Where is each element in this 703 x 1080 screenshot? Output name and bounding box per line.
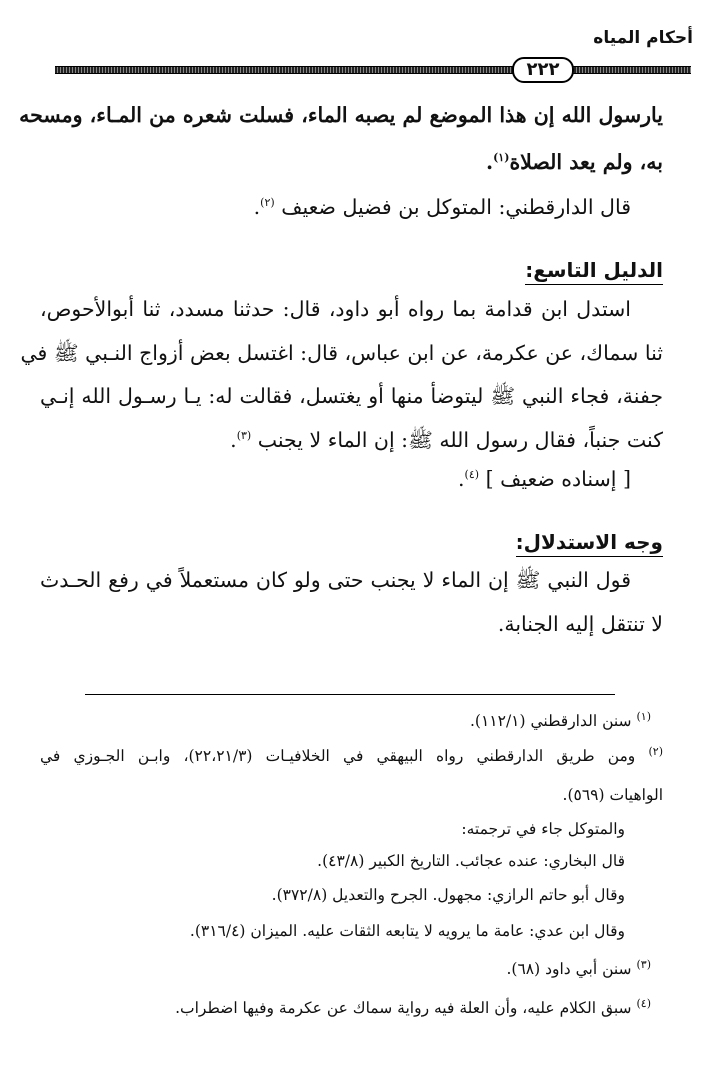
- footnote-2-text-a: ومن طريق الدارقطني رواه البيهقي في الخلافيـات (٢٢،٢١/٣)، وابـن الجـوزي في: [40, 747, 636, 766]
- footnote-1-text: سنن الدارقطني (١١٢/١).: [469, 712, 632, 731]
- footnote-ref-4[interactable]: (٤): [464, 468, 480, 482]
- body-line-9: قول النبي ﷺ إن الماء لا يجنب حتى ولو كان مستعملاً في رفع الحـدث: [40, 568, 631, 592]
- footnote-1: [40, 710, 651, 730]
- section-heading-ninth-evidence: [525, 258, 663, 282]
- footnote-2-line-f: وقال ابن عدي: عامة ما يرويه لا يتابعه الثقات عليه. الميزان (٣١٦/٤).: [189, 922, 625, 940]
- body-line-6: جفنة، فجاء النبي ﷺ ليتوضأ منها أو يغتسل، فقالت له: يـا رسـول الله إنـي: [40, 384, 663, 408]
- page-number: ٢٢٢: [512, 57, 574, 83]
- footnote-3-number: (٣): [636, 958, 651, 971]
- body-line-8-text: [ إسناده ضعيف ]: [485, 467, 631, 491]
- footnote-ref-3[interactable]: (٣): [236, 429, 252, 443]
- section-heading-ninth-evidence-text: الدليل التاسع:: [525, 258, 663, 285]
- section-heading-inference: [516, 530, 663, 554]
- footnote-2-number: (٢): [648, 745, 663, 758]
- header-rule: [55, 66, 691, 74]
- body-line-7: كنت جنباً، فقال رسول الله ﷺ: إن الماء لا يجنب $^{(٣)}$.: [230, 428, 663, 452]
- footnote-2: [40, 745, 663, 765]
- footnote-4: [40, 997, 651, 1017]
- section-heading-inference-text: وجه الاستدلال:: [516, 530, 663, 557]
- footnote-ref-2[interactable]: (٢): [260, 196, 275, 210]
- body-line-10: لا تنتقل إليه الجنابة.: [497, 612, 663, 636]
- body-line-3-text: قال الدارقطني: المتوكل بن فضيل ضعيف: [281, 195, 631, 219]
- footnote-2-line-c: والمتوكل جاء في ترجمته:: [461, 820, 625, 838]
- body-line-7-text: كنت جنباً، فقال رسول الله ﷺ: إن الماء لا يجنب: [257, 428, 663, 452]
- footnote-3: [40, 958, 651, 978]
- footnote-3-text: سنن أبي داود (٦٨).: [506, 960, 632, 979]
- body-line-8: [ إسناده ضعيف ] $^{(٤)}$.: [458, 467, 631, 491]
- body-line-5: ثنا سماك، عن عكرمة، عن ابن عباس، قال: اغتسل بعض أزواج النـبي ﷺ في: [20, 341, 663, 365]
- body-line-1: يارسول الله إن هذا الموضع لم يصبه الماء، فسلت شعره من المـاء، ومسحه: [19, 103, 663, 127]
- footnote-2-line-b: الواهيات (٥٦٩).: [562, 786, 663, 804]
- body-line-2-text: به، ولم يعد الصلاة: [509, 150, 663, 174]
- footnote-separator: [85, 694, 615, 695]
- footnote-2-line-d: قال البخاري: عنده عجائب. التاريخ الكبير (٤٣/٨).: [317, 852, 625, 870]
- footnote-4-number: (٤): [636, 997, 651, 1010]
- footnote-4-text: سبق الكلام عليه، وأن العلة فيه رواية سماك عن عكرمة وفيها اضطراب.: [175, 999, 632, 1018]
- running-header-title: أحكام المياه: [593, 28, 693, 48]
- body-line-4: استدل ابن قدامة بما رواه أبو داود، قال: حدثنا مسدد، ثنا أبوالأحوص،: [40, 297, 631, 321]
- footnote-1-number: (١): [636, 710, 651, 723]
- body-line-3: قال الدارقطني: المتوكل بن فضيل ضعيف $^{(٢)}$.: [253, 195, 631, 219]
- body-line-2: به، ولم يعد الصلاة$^{(١)}$.: [485, 150, 663, 174]
- footnote-2-line-e: وقال أبو حاتم الرازي: مجهول. الجرح والتعديل (٣٧٢/٨).: [271, 886, 625, 904]
- footnote-ref-1[interactable]: (١): [493, 151, 510, 165]
